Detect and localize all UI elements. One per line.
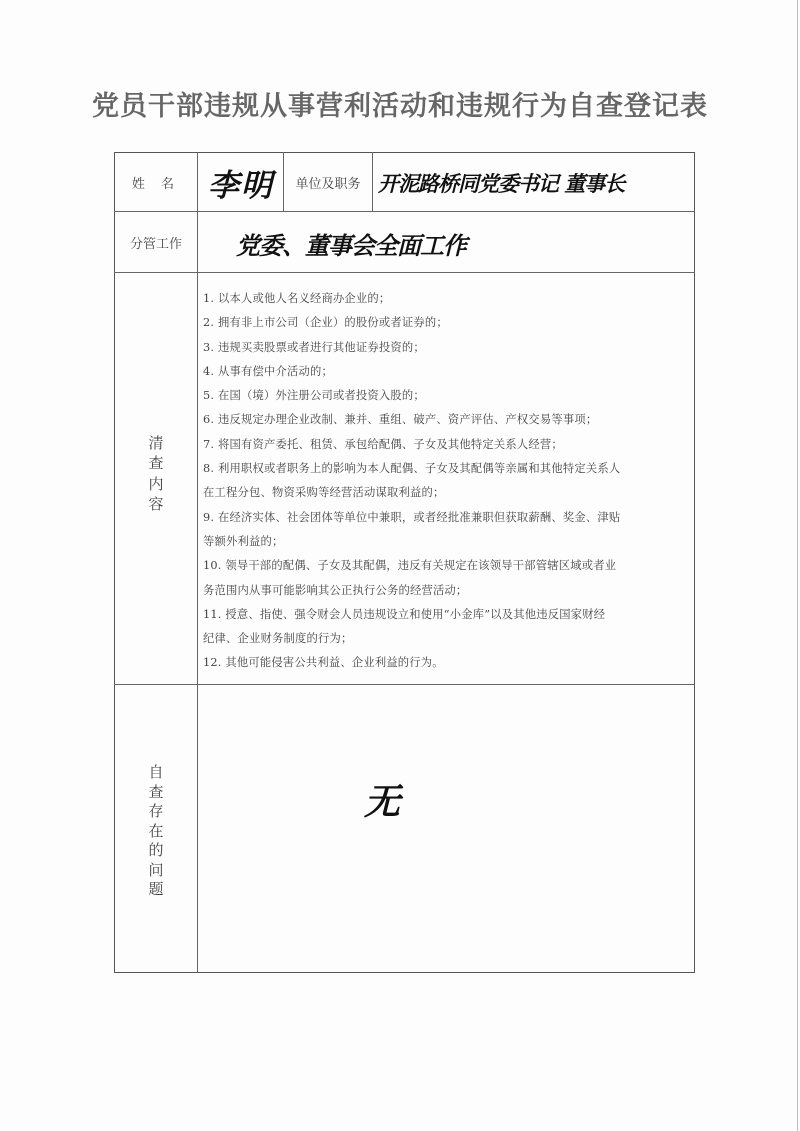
unit-label-divider: [372, 152, 373, 211]
row-divider-3: [114, 684, 695, 685]
name-value: 李明: [208, 168, 274, 204]
self-check-value: 无: [364, 781, 401, 823]
duty-value: 党委、董事会全面工作: [236, 231, 466, 260]
check-item: 纪律、企业财务制度的行为；: [203, 632, 353, 646]
check-item: 6. 违反规定办理企业改制、兼并、重组、破产、资产评估、产权交易等事项；: [203, 413, 598, 427]
self-check-label: 自 查 存 在 的 问 题: [148, 763, 164, 898]
duty-label: 分管工作: [129, 236, 182, 252]
check-item: 5. 在国（境）外注册公司或者投资入股的；: [203, 389, 425, 403]
check-item: 9. 在经济实体、社会团体等单位中兼职，或者经批准兼职但获取薪酬、奖金、津贴: [203, 510, 621, 524]
check-item: 4. 从事有偿中介活动的；: [203, 364, 333, 378]
name-label: 姓 名: [131, 176, 181, 192]
check-item: 12. 其他可能侵害公共利益、企业利益的行为。: [203, 656, 444, 670]
unit-label: 单位及职务: [295, 176, 361, 192]
scan-edge-line: [797, 0, 798, 1131]
row-divider-2: [114, 272, 695, 273]
check-content-label: 清 查 内 容: [148, 434, 164, 513]
check-item: 2. 拥有非上市公司（企业）的股份或者证券的；: [203, 316, 448, 330]
check-item: 务范围内从事可能影响其公正执行公务的经营活动；: [203, 583, 468, 597]
check-item: 1. 以本人或他人名义经商办企业的；: [203, 292, 391, 305]
check-item: 7. 将国有资产委托、租赁、承包给配偶、子女及其他特定关系人经营；: [203, 437, 563, 451]
check-item: 等额外利益的；: [203, 534, 284, 548]
check-items-list: [203, 287, 693, 676]
check-item: 在工程分包、物资采购等经营活动谋取利益的；: [203, 486, 445, 500]
form-title: 党员干部违规从事营利活动和违规行为自查登记表: [92, 91, 708, 122]
check-item: 10. 领导干部的配偶、子女及其配偶，违反有关规定在该领导干部管辖区域或者业: [203, 559, 617, 573]
row-divider-1: [114, 211, 695, 212]
label-column-divider: [197, 152, 198, 973]
unit-value: 开泥路桥同党委书记 董事长: [378, 171, 625, 196]
check-item: 11. 授意、指使、强令财会人员违规设立和使用“小金库”以及其他违反国家财经: [203, 607, 606, 621]
check-item: 8. 利用职权或者职务上的影响为本人配偶、子女及其配偶等亲属和其他特定关系人: [203, 462, 621, 476]
check-item: 3. 违规买卖股票或者进行其他证券投资的；: [203, 340, 425, 354]
